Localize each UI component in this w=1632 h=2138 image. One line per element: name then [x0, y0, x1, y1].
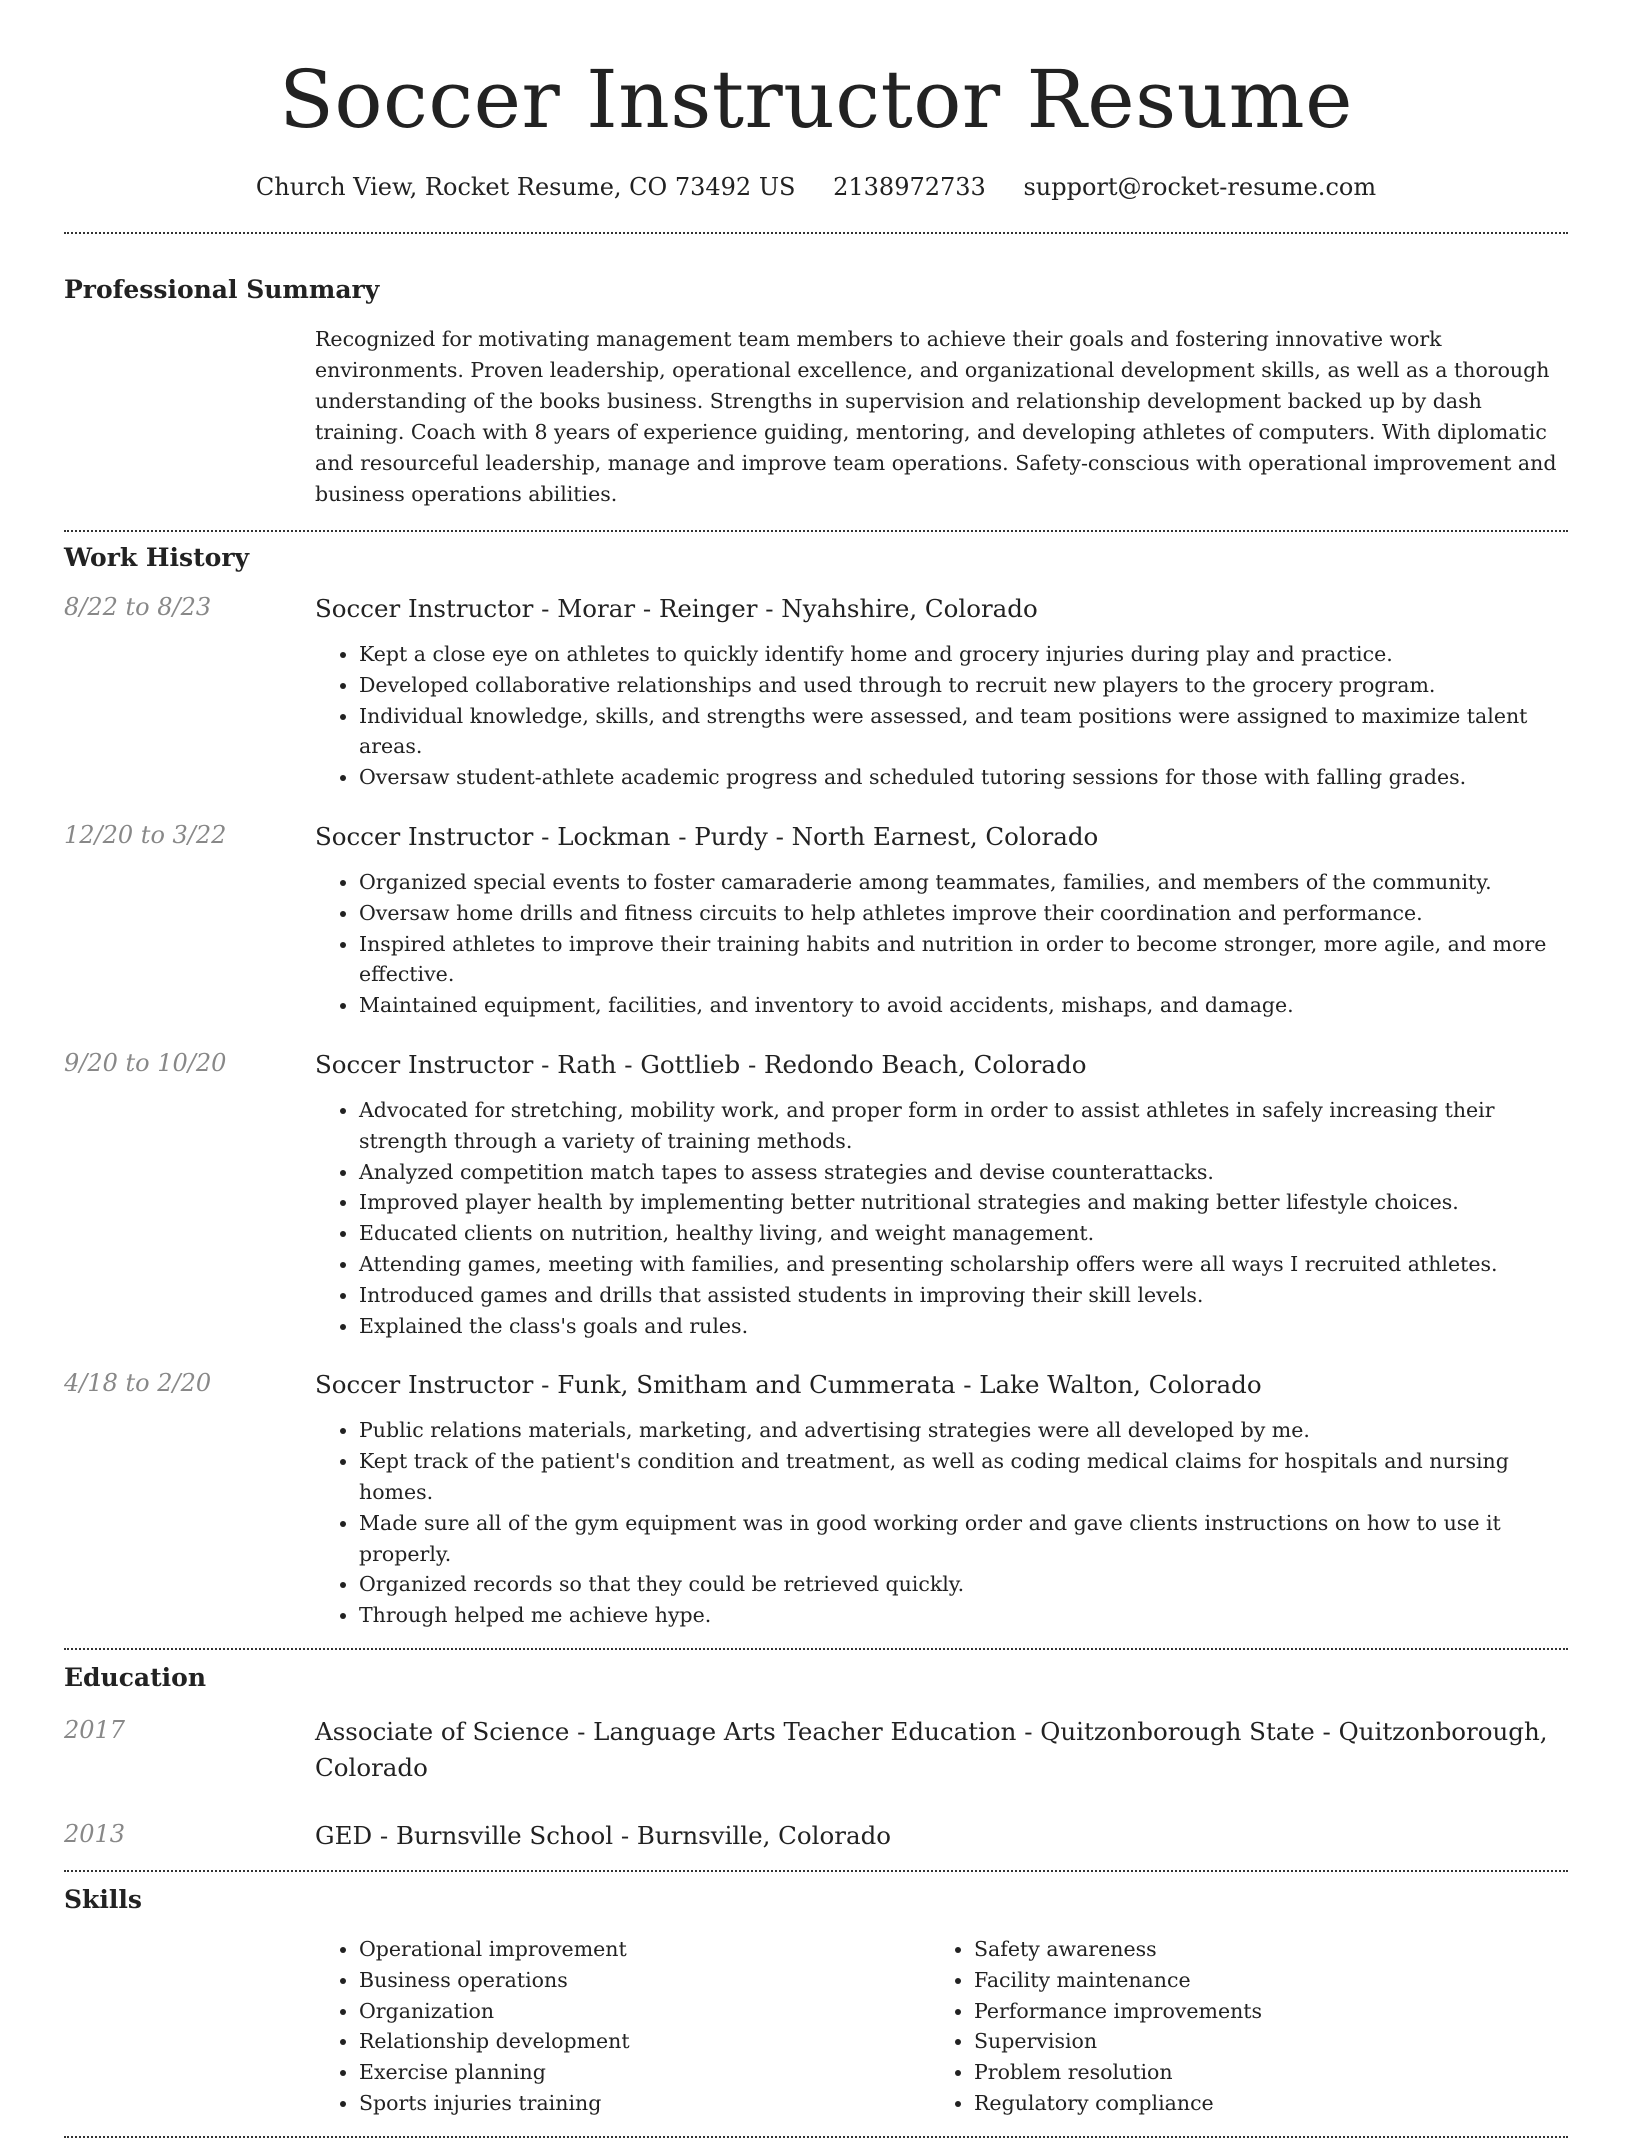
list-item: • Oversaw student-athlete academic progress and scheduled tutoring sessions for those with falling grades.	[359, 762, 1568, 793]
list-item: • Improved player health by implementing better nutritional strategies and making better lifestyle choices.	[359, 1187, 1568, 1218]
resume-title: Soccer Instructor Resume	[279, 53, 1353, 146]
list-item: • Through helped me achieve hype.	[359, 1600, 1568, 1631]
list-item: • Maintained equipment, facilities, and inventory to avoid accidents, mishaps, and damage.	[359, 990, 1568, 1021]
skills-column-left	[315, 1934, 930, 2119]
list-item: • Supervision	[974, 2026, 1545, 2057]
job-entry	[64, 819, 1568, 1021]
work-heading: Work History	[64, 543, 250, 572]
education-title: GED - Burnsville School - Burnsville, Colorado	[315, 1820, 892, 1850]
list-item: • Kept track of the patient's condition and treatment, as well as coding medical claims for hospitals and nursing homes.	[359, 1446, 1568, 1508]
job-title: Soccer Instructor - Funk, Smitham and Cummerata - Lake Walton, Colorado	[315, 1370, 1262, 1400]
summary-heading: Professional Summary	[64, 275, 380, 304]
list-item: • Attending games, meeting with families, and presenting scholarship offers were all ways I recruited athletes.	[359, 1249, 1568, 1280]
list-item: • Regulatory compliance	[974, 2088, 1545, 2119]
job-bullets	[315, 1095, 1568, 1341]
list-item: • Advocated for stretching, mobility work, and proper form in order to assist athletes in safely increasing their strength through a variety of training methods.	[359, 1095, 1568, 1157]
list-item: • Analyzed competition match tapes to assess strategies and devise counterattacks.	[359, 1157, 1568, 1188]
contact-address: Church View, Rocket Resume, CO 73492 US	[255, 173, 796, 201]
job-bullets	[315, 639, 1568, 793]
divider	[64, 1648, 1568, 1650]
contact-line	[64, 172, 1568, 202]
list-item: • Exercise planning	[359, 2057, 930, 2088]
list-item: • Problem resolution	[974, 2057, 1545, 2088]
job-title: Soccer Instructor - Rath - Gottlieb - Redondo Beach, Colorado	[315, 1049, 1087, 1079]
divider	[64, 2136, 1568, 2138]
education-entry	[64, 1714, 1568, 1786]
list-item: • Inspired athletes to improve their training habits and nutrition in order to become stronger, more agile, and more effective.	[359, 929, 1568, 991]
education-year: 2013	[64, 1819, 126, 1848]
divider	[64, 530, 1568, 532]
list-item: • Business operations	[359, 1965, 930, 1996]
list-item: • Introduced games and drills that assisted students in improving their skill levels.	[359, 1280, 1568, 1311]
job-entry	[64, 1047, 1568, 1341]
contact-phone: 2138972733	[833, 173, 986, 201]
education-heading: Education	[64, 1662, 207, 1692]
list-item: • Individual knowledge, skills, and strengths were assessed, and team positions were assigned to maximize talent areas.	[359, 701, 1568, 763]
job-entry	[64, 591, 1568, 793]
list-item: • Made sure all of the gym equipment was in good working order and gave clients instructions on how to use it properly.	[359, 1508, 1568, 1570]
skills-column-right	[930, 1934, 1545, 2119]
contact-email: support@rocket-resume.com	[1023, 173, 1377, 201]
list-item: • Public relations materials, marketing, and advertising strategies were all developed by me.	[359, 1415, 1568, 1446]
job-dates: 12/20 to 3/22	[64, 820, 227, 849]
job-title: Soccer Instructor - Morar - Reinger - Nyahshire, Colorado	[315, 594, 1038, 623]
list-item: • Performance improvements	[974, 1996, 1545, 2027]
education-title: Associate of Science - Language Arts Teacher Education - Quitzonborough State - Quitzonborough, Colorado	[315, 1716, 1548, 1782]
job-bullets	[315, 867, 1568, 1021]
list-item: • Oversaw home drills and fitness circuits to help athletes improve their coordination and performance.	[359, 898, 1568, 929]
skills-list	[315, 1934, 1568, 2119]
list-item: • Educated clients on nutrition, healthy living, and weight management.	[359, 1218, 1568, 1249]
list-item: • Developed collaborative relationships and used through to recruit new players to the grocery program.	[359, 670, 1568, 701]
list-item: • Organized special events to foster camaraderie among teammates, families, and members of the community.	[359, 867, 1568, 898]
job-entry	[64, 1367, 1568, 1631]
divider	[64, 1870, 1568, 1872]
job-bullets	[315, 1415, 1568, 1631]
education-entry	[64, 1818, 1568, 1854]
education-year: 2017	[64, 1715, 126, 1744]
job-dates: 8/22 to 8/23	[64, 593, 212, 621]
job-title: Soccer Instructor - Lockman - Purdy - North Earnest, Colorado	[315, 821, 1099, 851]
divider	[64, 232, 1568, 234]
list-item: • Organization	[359, 1996, 930, 2027]
list-item: • Safety awareness	[974, 1934, 1545, 1965]
summary-text: Recognized for motivating management team members to achieve their goals and fostering innovative work environments. Proven leadership, operational excellence, and organizational development skills, as well as a thorough understanding of the books business. Strengths in supervision and relationship development backed up by dash training. Coach with 8 years of experience guiding, mentoring, and developing athletes of computers. With diplomatic and resourceful leadership, manage and improve team operations. Safety-conscious with operational improvement and business operations abilities.	[315, 327, 1557, 506]
list-item: • Organized records so that they could be retrieved quickly.	[359, 1569, 1568, 1600]
job-dates: 9/20 to 10/20	[64, 1048, 227, 1077]
list-item: • Explained the class's goals and rules.	[359, 1311, 1568, 1342]
job-dates: 4/18 to 2/20	[64, 1369, 212, 1398]
list-item: • Relationship development	[359, 2026, 930, 2057]
list-item: • Operational improvement	[359, 1934, 930, 1965]
list-item: • Sports injuries training	[359, 2088, 930, 2119]
list-item: • Facility maintenance	[974, 1965, 1545, 1996]
skills-heading: Skills	[64, 1884, 142, 1914]
list-item: • Kept a close eye on athletes to quickly identify home and grocery injuries during play and practice.	[359, 639, 1568, 670]
resume-page	[64, 0, 1568, 2138]
